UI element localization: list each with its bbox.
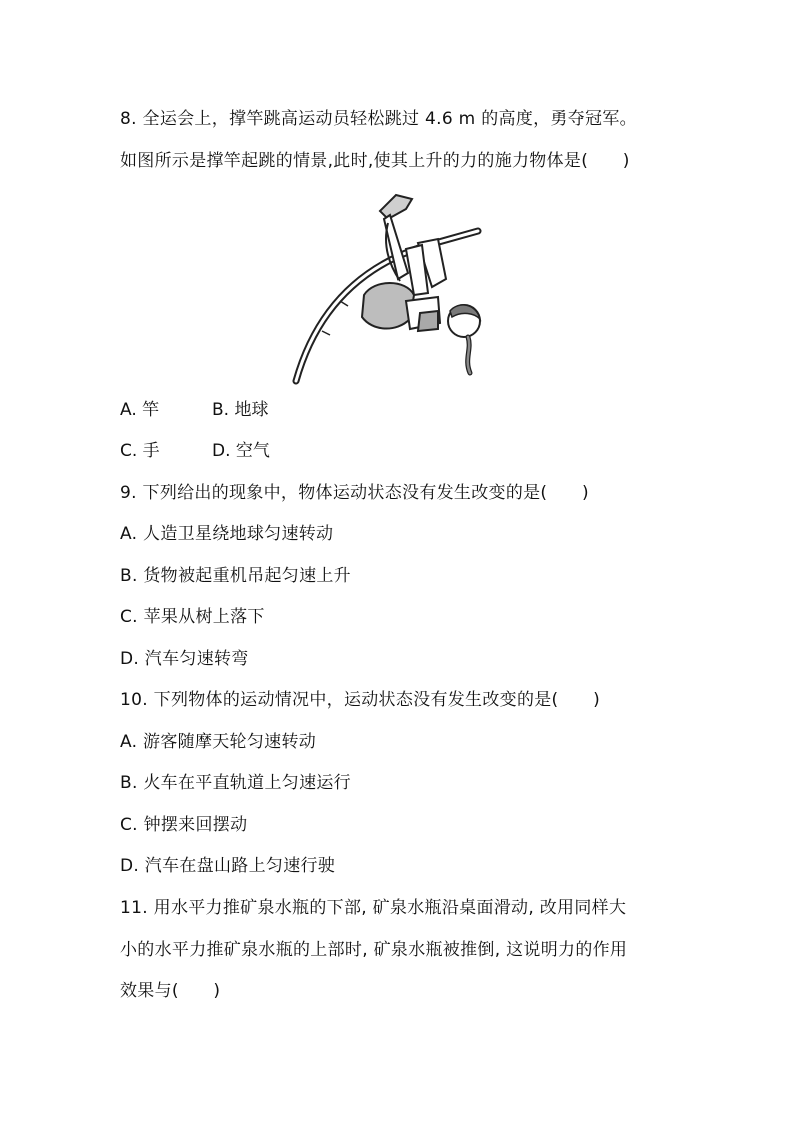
question-9-option-c[interactable]: C. 苹果从树上落下 xyxy=(120,607,265,627)
question-8-option-b[interactable]: B. 地球 xyxy=(212,400,269,420)
question-10-option-b[interactable]: B. 火车在平直轨道上匀速运行 xyxy=(120,773,351,793)
question-8-line-2: 如图所示是撑竿起跳的情景,此时,使其上升的力的施力物体是( ) xyxy=(120,151,630,171)
question-8-options-row-2 xyxy=(120,440,270,462)
question-9-option-a[interactable]: A. 人造卫星绕地球匀速转动 xyxy=(120,524,334,544)
question-8-option-d[interactable]: D. 空气 xyxy=(212,441,270,461)
question-8-line-1: 8. 全运会上，撑竿跳高运动员轻松跳过 4.6 m 的高度，勇夺冠军。 xyxy=(120,109,637,129)
pole-vault-figure xyxy=(288,183,493,385)
question-11-line-1: 11. 用水平力推矿泉水瓶的下部, 矿泉水瓶沿桌面滑动, 改用同样大 xyxy=(120,898,627,918)
question-10-option-a[interactable]: A. 游客随摩天轮匀速转动 xyxy=(120,732,317,752)
question-10-option-c[interactable]: C. 钟摆来回摆动 xyxy=(120,815,248,835)
question-10-option-d[interactable]: D. 汽车在盘山路上匀速行驶 xyxy=(120,856,336,876)
question-9-stem: 9. 下列给出的现象中，物体运动状态没有发生改变的是( ) xyxy=(120,483,589,503)
question-11-line-3: 效果与( ) xyxy=(120,981,221,1001)
question-8-options-row-1 xyxy=(120,399,268,421)
question-8-option-c[interactable]: C. 手 xyxy=(120,441,160,461)
question-10-stem: 10. 下列物体的运动情况中，运动状态没有发生改变的是( ) xyxy=(120,690,601,710)
question-11-line-2: 小的水平力推矿泉水瓶的上部时, 矿泉水瓶被推倒, 这说明力的作用 xyxy=(120,940,628,960)
question-8-option-a[interactable]: A. 竿 xyxy=(120,400,160,420)
question-9-option-d[interactable]: D. 汽车匀速转弯 xyxy=(120,649,249,669)
question-9-option-b[interactable]: B. 货物被起重机吊起匀速上升 xyxy=(120,566,351,586)
